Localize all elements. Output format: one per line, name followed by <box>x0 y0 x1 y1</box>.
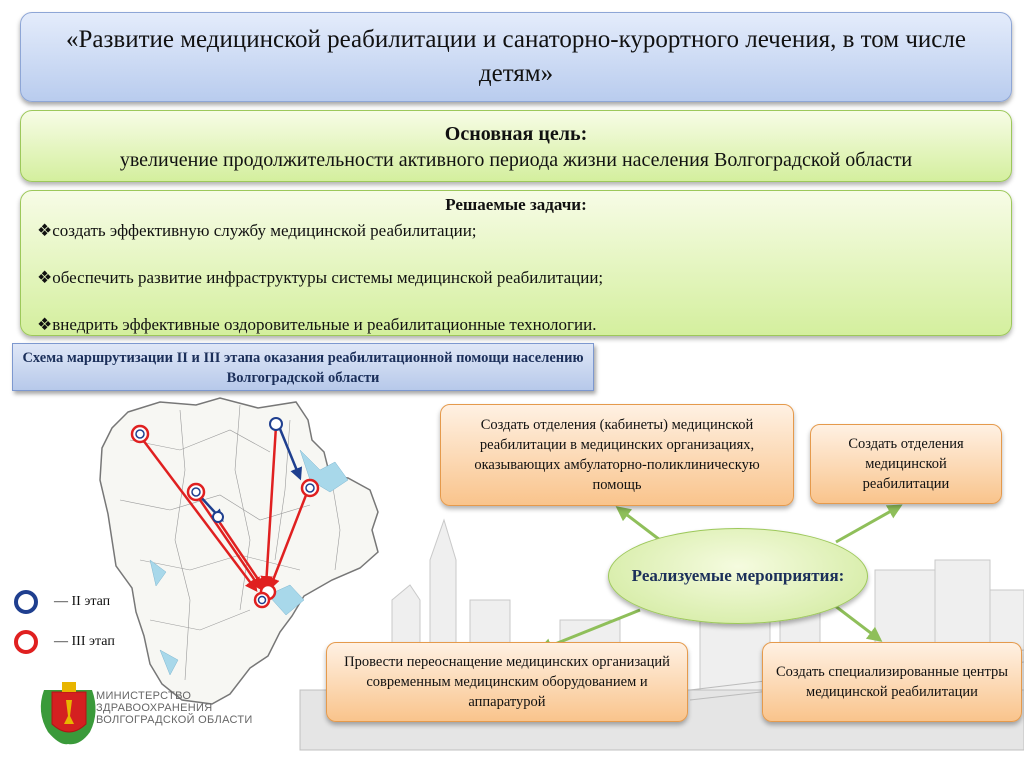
diamond-bullet-icon: ❖ <box>37 268 53 287</box>
diamond-bullet-icon: ❖ <box>37 315 53 334</box>
stage2-legend-label: — II этап <box>54 594 111 609</box>
goal-text: увеличение продолжительности активного периода жизни населения Волгоградской области <box>119 149 913 171</box>
task-item: ❖обеспечить развитие инфраструктуры системы медицинской реабилитации; <box>37 268 604 287</box>
ministry-name: МИНИСТЕРСТВО ЗДРАВООХРАНЕНИЯ ВОЛГОГРАДСКОЙ ОБЛАСТИ <box>96 690 253 726</box>
diamond-bullet-icon: ❖ <box>37 221 53 240</box>
main-goal-panel <box>20 110 1012 182</box>
tasks-heading: Решаемые задачи: <box>445 195 587 214</box>
measure-rehab-departments: Создать отделения медицинской реабилитации <box>810 424 1002 504</box>
stage2-legend-ring <box>14 590 38 614</box>
page-title: «Развитие медицинской реабилитации и санаторно-курортного лечения, в том числе детям» <box>20 12 1012 102</box>
measure-equipment-upgrade: Провести переоснащение медицинских организаций современным медицинским оборудованием и аппаратурой <box>326 642 688 722</box>
task-item: ❖внедрить эффективные оздоровительные и реабилитационные технологии. <box>37 315 597 334</box>
measure-specialized-centers: Создать специализированные центры медицинской реабилитации <box>762 642 1022 722</box>
stage2-node <box>270 418 282 430</box>
stage3-legend-label: — III этап <box>54 634 115 649</box>
stage2-node <box>213 512 223 522</box>
goal-heading: Основная цель: <box>444 123 588 145</box>
implemented-measures-ellipse: Реализуемые мероприятия: <box>608 528 868 624</box>
routing-scheme-title: Схема маршрутизации II и III этапа оказания реабилитационной помощи населению Волгоградской области <box>12 343 594 391</box>
tasks-panel <box>20 190 1012 336</box>
stage3-legend-ring <box>14 630 38 654</box>
ministry-emblem <box>41 682 96 744</box>
task-item: ❖создать эффективную службу медицинской реабилитации; <box>37 221 477 240</box>
measure-outpatient-units: Создать отделения (кабинеты) медицинской реабилитации в медицинских организациях, оказывающих амбулаторно-поликлиническую помощь <box>440 404 794 506</box>
